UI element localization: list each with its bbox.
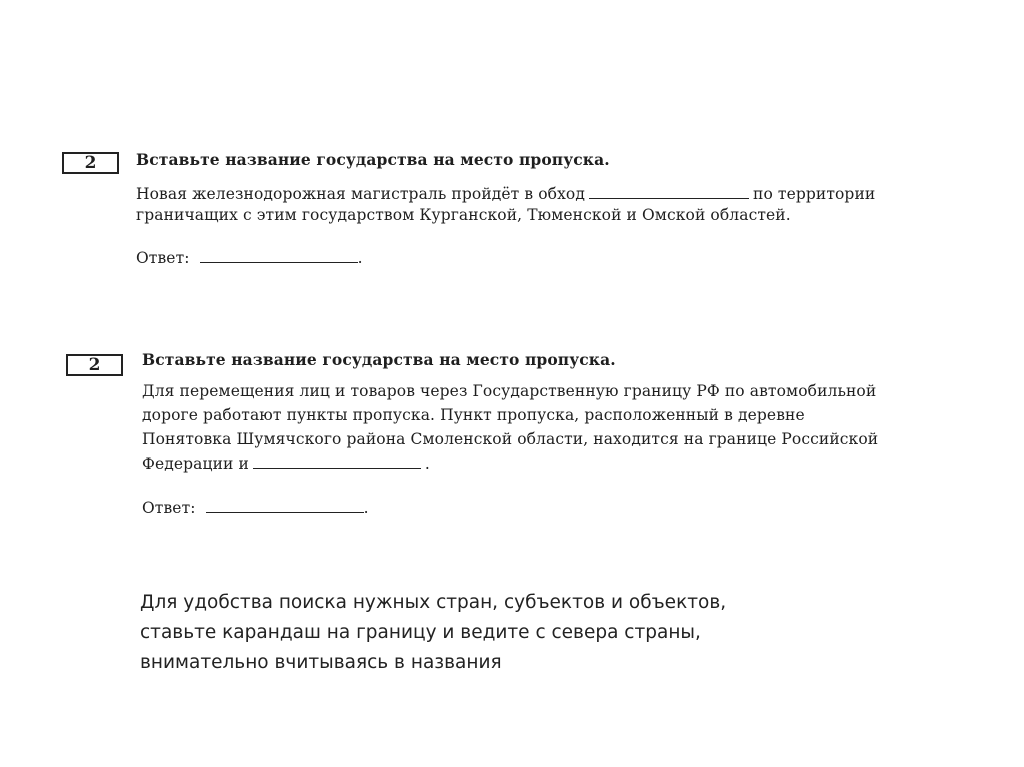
- task-1-line-1: [136, 184, 875, 203]
- task-1-answer-label: Ответ:: [136, 249, 190, 267]
- task-1-number: 2: [84, 153, 97, 173]
- task-2-line-2: дороге работают пункты пропуска. Пункт пропуска, расположенный в деревне: [142, 406, 805, 424]
- caption-line-1: Для удобства поиска нужных стран, субъектов и объектов,: [140, 592, 727, 613]
- task-2-answer-end: .: [363, 499, 369, 517]
- task-2-answer-blank: [206, 498, 364, 513]
- task-2-blank: [253, 454, 421, 469]
- task-1-line-1-end: по территории: [753, 185, 876, 203]
- task-1-answer-blank: [200, 248, 358, 263]
- task-2-line-4-start: Федерации и: [142, 455, 249, 473]
- caption-line-3: внимательно вчитываясь в названия: [140, 652, 502, 673]
- task-2-answer-row: [142, 498, 369, 517]
- instruction-caption: [140, 588, 726, 678]
- task-2-number: 2: [88, 355, 101, 375]
- task-1-answer-end: .: [357, 249, 363, 267]
- caption-line-2: ставьте карандаш на границу и ведите с севера страны,: [140, 622, 701, 643]
- task-2-answer-label: Ответ:: [142, 499, 196, 517]
- task-2-number-box: [66, 354, 123, 376]
- task-2-line-1: Для перемещения лиц и товаров через Государственную границу РФ по автомобильной: [142, 382, 877, 400]
- task-1-blank: [589, 184, 749, 199]
- task-2-instruction: Вставьте название государства на место пропуска.: [142, 350, 616, 369]
- task-2-line-4: [142, 454, 430, 473]
- task-1-answer-row: [136, 248, 363, 267]
- task-2-line-3: Понятовка Шумячского района Смоленской области, находится на границе Российской: [142, 430, 879, 448]
- task-1-number-box: [62, 152, 119, 174]
- task-2-line-4-end: .: [424, 455, 430, 473]
- task-1-line-2: граничащих с этим государством Курганской, Тюменской и Омской областей.: [136, 206, 791, 224]
- task-1-line-1-start: Новая железнодорожная магистраль пройдёт в обход: [136, 185, 586, 203]
- task-1-instruction: Вставьте название государства на место пропуска.: [136, 150, 610, 169]
